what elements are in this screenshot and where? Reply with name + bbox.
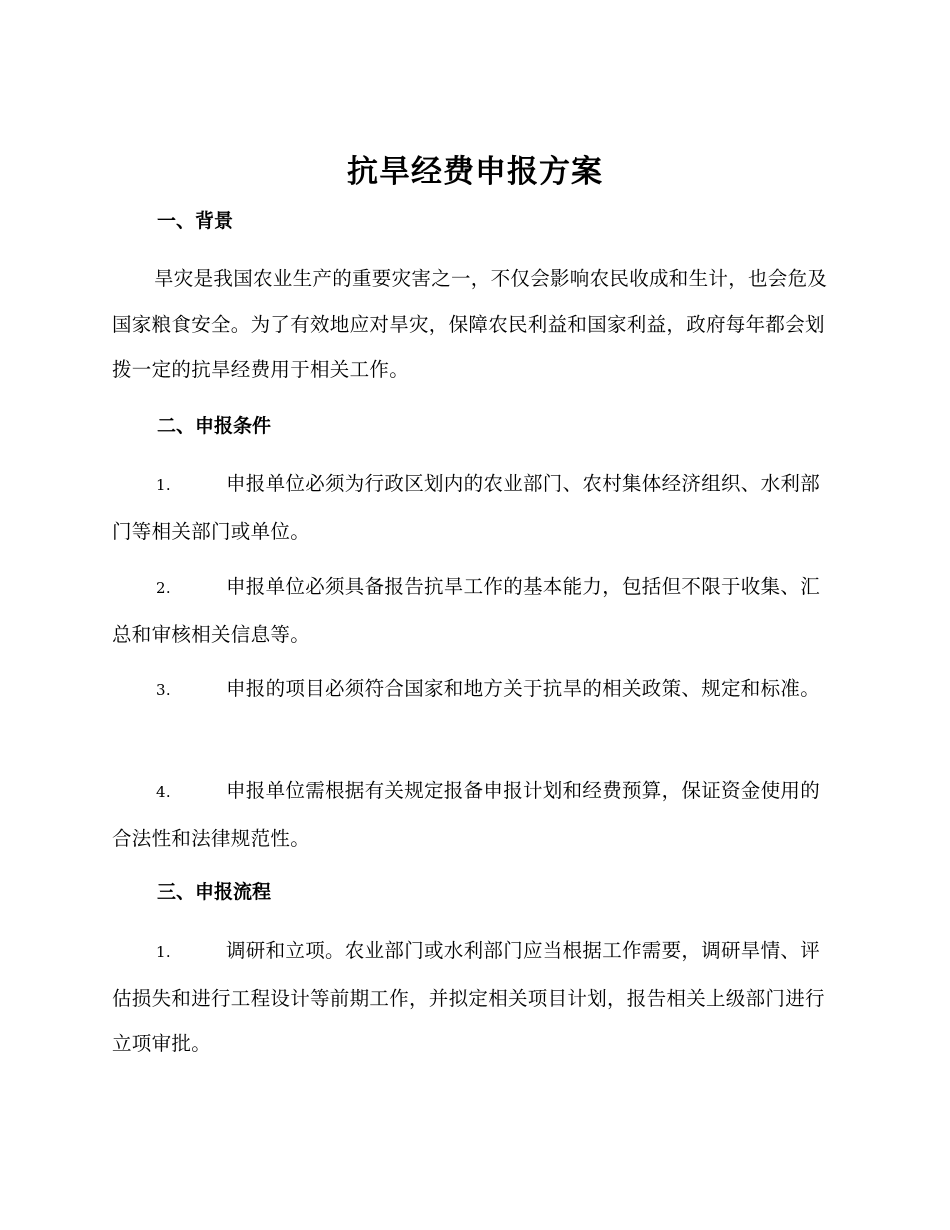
list-item-text: 申报的项目必须符合国家和地方关于抗旱的相关政策、规定和标准。 [226, 677, 821, 700]
paragraph-text: 旱灾是我国农业生产的重要灾害之一，不仅会影响农民收成和生计，也会危及国家粮食安全。为了有效地应对旱灾，保障农民利益和国家利益，政府每年都会划拨一定的抗旱经费用于相关工作。 [112, 267, 828, 381]
list-item-number: 1. [156, 476, 171, 494]
list-item-condition-2 [112, 564, 834, 657]
list-item-number: 1. [156, 943, 171, 961]
document-title: 抗旱经费申报方案 [347, 154, 603, 190]
list-item-number: 3. [156, 681, 171, 699]
list-item-number: 4. [156, 783, 171, 801]
list-item-text: 申报单位必须为行政区划内的农业部门、农村集体经济组织、水利部门等相关部门或单位。 [112, 472, 821, 543]
list-item-condition-4 [112, 768, 834, 861]
list-item-text: 调研和立项。农业部门或水利部门应当根据工作需要，调研旱情、评估损失和进行工程设计等前期工作，并拟定相关项目计划，报告相关上级部门进行立项审批。 [112, 939, 825, 1055]
list-item-text: 申报单位需根据有关规定报备申报计划和经费预算，保证资金使用的合法性和法律规范性。 [112, 779, 821, 850]
list-item-text: 申报单位必须具备报告抗旱工作的基本能力，包括但不限于收集、汇总和审核相关信息等。 [112, 575, 821, 646]
list-item-process-1 [112, 928, 834, 1067]
section-heading-background: 一、背景 [157, 210, 234, 232]
list-item-condition-1 [112, 461, 834, 554]
paragraph-background [112, 256, 834, 393]
section-heading-conditions: 二、申报条件 [157, 415, 272, 437]
section-heading-process: 三、申报流程 [157, 881, 272, 903]
list-item-condition-3 [112, 666, 834, 714]
list-item-number: 2. [156, 579, 171, 597]
